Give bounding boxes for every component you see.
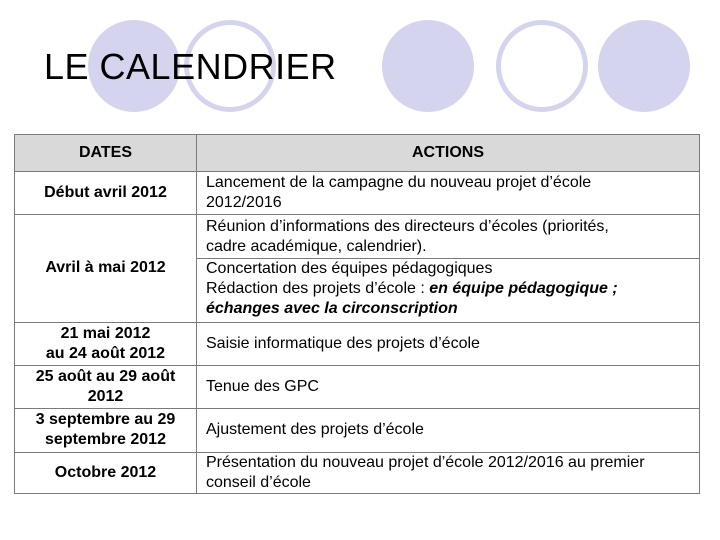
action-line — [206, 279, 699, 299]
action-text: Rédaction des projets d’école : — [206, 280, 430, 297]
action-line: conseil d’école — [206, 474, 311, 491]
action-line: Ajustement des projets d’école — [206, 421, 424, 438]
date-cell — [15, 452, 197, 493]
decor-circle-5 — [598, 20, 690, 112]
date-line: Début avril 2012 — [44, 183, 167, 201]
table-row — [15, 408, 699, 453]
action-line: Saisie informatique des projets d’école — [206, 334, 480, 352]
action-line: Lancement de la campagne du nouveau projet d’école — [206, 174, 592, 191]
decor-circle-3 — [382, 20, 474, 112]
header-actions: ACTIONS — [412, 144, 484, 161]
action-cell — [197, 322, 699, 365]
table-row — [15, 214, 699, 323]
date-line: 21 mai 2012 — [60, 324, 151, 342]
date-cell — [15, 322, 197, 365]
date-line: Octobre 2012 — [54, 463, 157, 481]
header-dates: DATES — [15, 135, 197, 171]
date-line: au 24 août 2012 — [45, 344, 166, 362]
date-line: septembre 2012 — [45, 431, 166, 448]
table-row — [15, 365, 699, 409]
action-line: Tenue des GPC — [206, 377, 319, 395]
action-cell — [197, 171, 699, 214]
action-line: Réunion d’informations des directeurs d’écoles (priorités, — [206, 218, 609, 235]
date-line: 2012 — [87, 387, 124, 405]
date-line: Avril à mai 2012 — [45, 259, 166, 276]
date-line: 25 août au 29 août — [35, 367, 176, 385]
table-row — [15, 322, 699, 366]
table-header-row — [15, 135, 699, 172]
action-cell — [197, 365, 699, 408]
date-line: 3 septembre au 29 — [35, 411, 176, 428]
action-line: cadre académique, calendrier). — [206, 238, 427, 255]
table-row — [15, 171, 699, 215]
date-cell — [15, 171, 197, 214]
action-emphasis: en équipe pédagogique ; — [429, 280, 618, 297]
action-emphasis-line: échanges avec la circonscription — [206, 300, 458, 317]
action-line: Présentation du nouveau projet d’école 2012/2016 au premier — [206, 454, 645, 471]
calendar-table — [14, 134, 700, 494]
slide-title: LE CALENDRIER — [44, 46, 337, 87]
inner-divider — [197, 258, 699, 259]
date-cell — [15, 408, 197, 452]
action-line: Concertation des équipes pédagogiques — [206, 260, 493, 277]
table-row — [15, 452, 699, 493]
decor-circle-4 — [496, 20, 588, 112]
action-cell — [197, 408, 699, 452]
action-cell — [197, 452, 699, 493]
date-cell — [15, 214, 197, 322]
action-line: 2012/2016 — [206, 194, 282, 211]
action-cell — [197, 214, 699, 322]
date-cell — [15, 365, 197, 408]
